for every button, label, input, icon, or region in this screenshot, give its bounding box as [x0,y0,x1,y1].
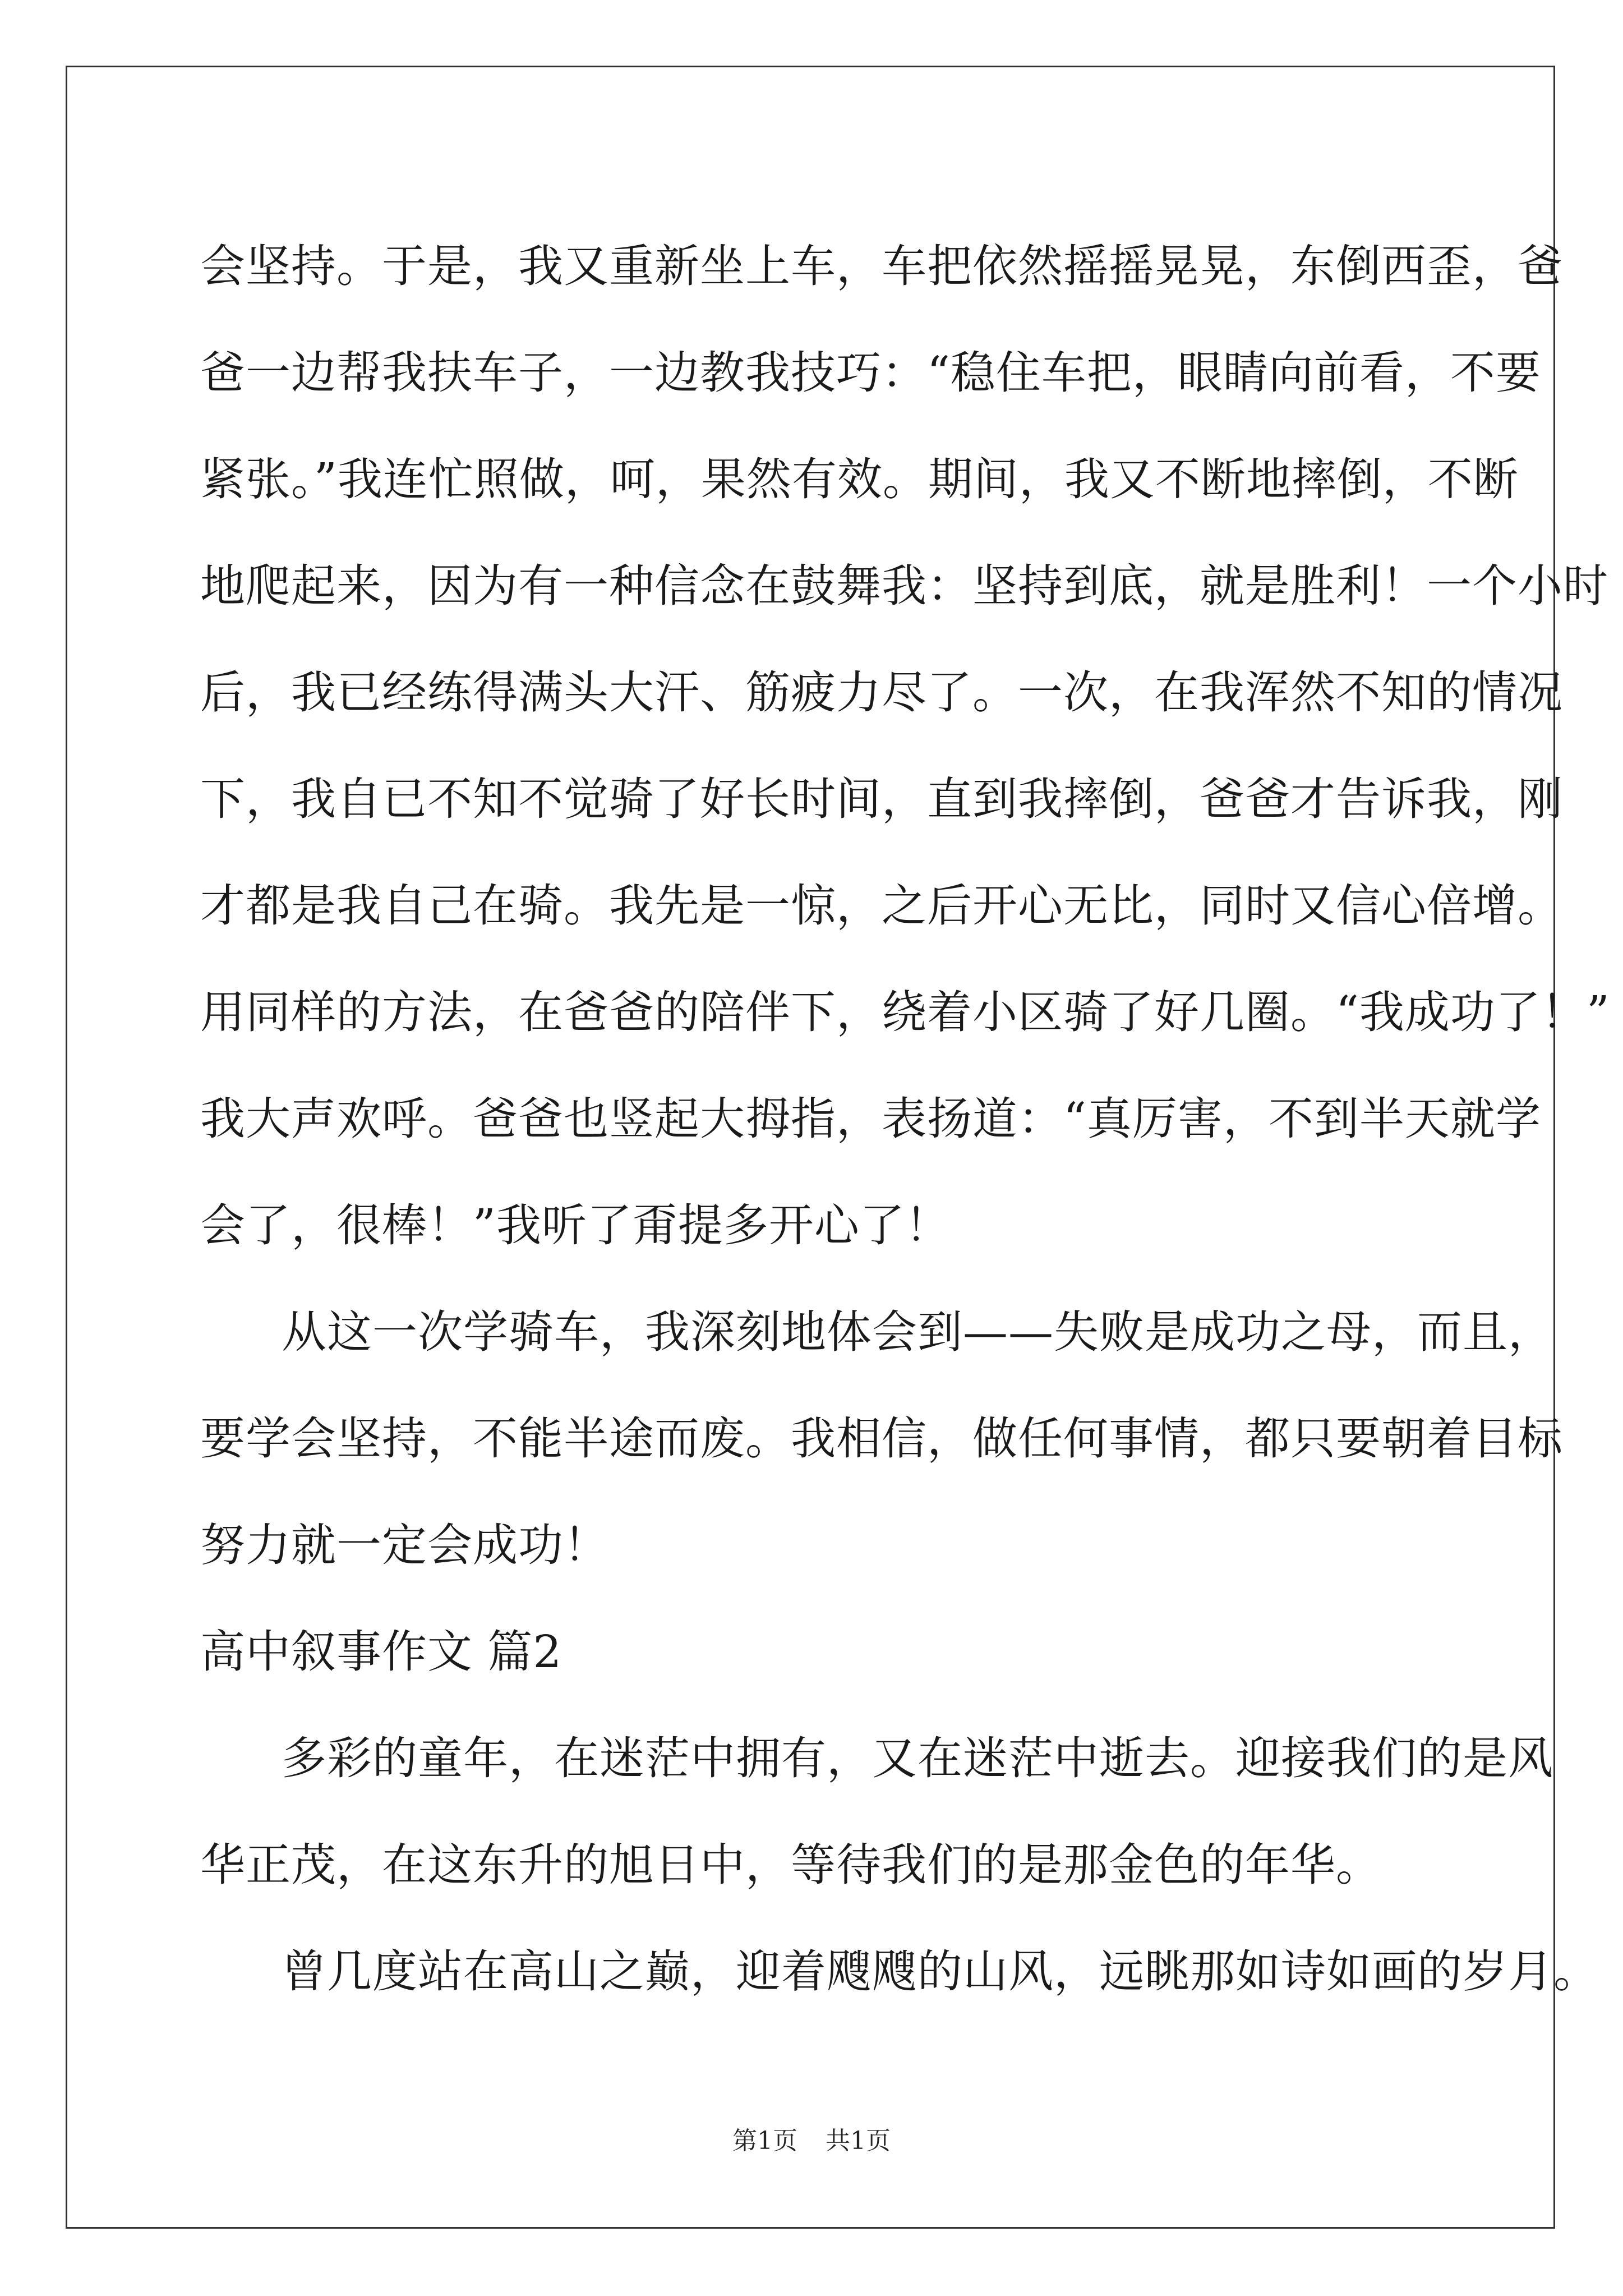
text-line: 爸一边帮我扶车子，一边教我技巧：“稳住车把，眼睛向前看，不要 [200,347,1541,399]
text-line: 华正茂，在这东升的旭日中，等待我们的是那金色的年华。 [200,1839,1381,1891]
text-line: 努力就一定会成功！ [200,1519,609,1571]
text-line: 地爬起来，因为有一种信念在鼓舞我：坚持到底，就是胜利！一个小时 [200,560,1608,612]
page-number-current: 第1页 [732,2127,797,2155]
text-line: 曾几度站在高山之巅，迎着飕飕的山风，远眺那如诗如画的岁月。 [282,1945,1599,1998]
text-line: 下，我自已不知不觉骑了好长时间，直到我摔倒，爸爸才告诉我，刚 [200,773,1563,825]
text-line: 要学会坚持，不能半途而废。我相信，做任何事情，都只要朝着目标 [200,1412,1563,1465]
text-line: 从这一次学骑车，我深刻地体会到——失败是成功之母，而且， [282,1306,1553,1358]
text-line: 后，我已经练得满头大汗、筋疲力尽了。一次，在我浑然不知的情况 [200,666,1563,719]
text-line: 紧张。”我连忙照做，呵，果然有效。期间，我又不断地摔倒，不断 [200,453,1519,505]
page-number-total: 共1页 [826,2127,891,2155]
text-line: 高中叙事作文 篇2 [200,1626,562,1678]
text-line: 我大声欢呼。爸爸也竖起大拇指，表扬道：“真厉害，不到半天就学 [200,1093,1541,1145]
text-line: 会坚持。于是，我又重新坐上车，车把依然摇摇晃晃，东倒西歪，爸 [200,240,1563,292]
text-line: 用同样的方法，在爸爸的陪伴下，绕着小区骑了好几圈。“我成功了！” [200,986,1610,1038]
text-line: 会了，很棒！”我听了甭提多开心了！ [200,1199,951,1251]
document-body [200,213,1610,2025]
text-line: 多彩的童年，在迷茫中拥有，又在迷茫中逝去。迎接我们的是风 [282,1732,1553,1784]
text-line: 才都是我自己在骑。我先是一惊，之后开心无比，同时又信心倍增。 [200,880,1563,932]
page-footer [0,2120,1623,2156]
